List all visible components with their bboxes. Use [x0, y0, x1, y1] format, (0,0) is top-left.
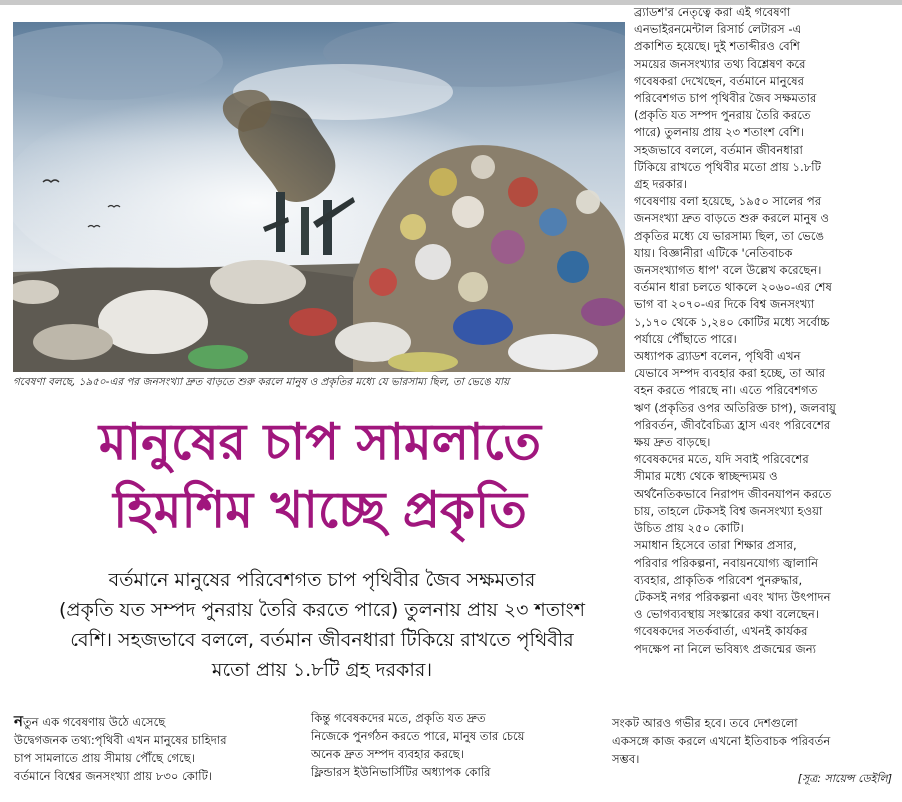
column-line: সময়ের জনসংখ্যার তথ্য বিশ্লেষণ করে	[634, 56, 806, 71]
column-line: ও ভোগব্যবস্থায় সংস্কারের কথা বলেছেন।	[634, 607, 819, 622]
column-line	[14, 712, 282, 731]
column-line: গবেষকদের সতর্কবার্তা, এখনই কার্যকর	[634, 624, 808, 639]
column-line: গবেষকরা দেখেছেন, বর্তমানে মানুষের	[634, 73, 805, 88]
column-line: সম্ভব।	[612, 752, 640, 766]
column-line: জনসংখ্যা দ্রুত বাড়তে শুরু করলে মানুষ ও	[634, 211, 830, 226]
column-line: পদক্ষেপ না নিলে ভবিষ্যৎ প্রজন্মের জন্য	[634, 641, 816, 656]
column-line: চাপ সামলাতে প্রায় সীমায় পৌঁছে গেছে।	[14, 751, 195, 765]
column-line: (প্রকৃতি যত সম্পদ পুনরায় তৈরি করতে	[634, 108, 811, 123]
column-line-text: তুন এক গবেষণায় উঠে এসেছে	[22, 715, 166, 729]
column-line: সহজভাবে বললে, বর্তমান জীবনধারা	[634, 142, 803, 157]
column-line: ঋণ (প্রকৃতির ওপর অতিরিক্ত চাপ), জলবায়ু	[634, 400, 836, 415]
column-line: অর্থনৈতিকভাবে নিরাপদ জীবনযাপন করতে	[634, 486, 832, 501]
column-line: পরিবার পরিকল্পনা, নবায়নযোগ্য জ্বালানি	[634, 555, 819, 570]
column-line: একসঙ্গে কাজ করলে এখনো ইতিবাচক পরিবর্তন	[612, 734, 831, 748]
headline-line-2: হিমশিম খাচ্ছে প্রকৃতি	[113, 480, 527, 539]
lead-line: (প্রকৃতি যত সম্পদ পুনরায় তৈরি করতে পারে) তুলনায় প্রায় ২৩ শতাংশ	[59, 599, 585, 621]
column-line: অনেক দ্রুত সম্পদ ব্যবহার করছে।	[311, 747, 464, 761]
column-line: যেভাবে সম্পদ ব্যবহার করা হচ্ছে, তা আর	[634, 366, 826, 381]
column-line: ক্ষয় দ্রুত বাড়ছে।	[634, 435, 711, 450]
column-line: এনভাইরনমেন্টাল রিসার্চ লেটারস -এ	[634, 22, 802, 37]
garbage-dump-illustration	[13, 22, 625, 372]
column-line: ফ্লিন্ডারস ইউনিভার্সিটির অধ্যাপক কোরি	[311, 765, 491, 779]
column-line: বর্তমানে বিশ্বের জনসংখ্যা প্রায় ৮৩০ কোটি।	[14, 769, 213, 783]
column-line: উচিত প্রায় ২৫০ কোটি।	[634, 521, 744, 536]
column-line: সংকট আরও গভীর হবে। তবে দেশগুলো	[612, 716, 798, 730]
lead-line: বর্তমানে মানুষের পরিবেশগত চাপ পৃথিবীর জৈব সক্ষমতার	[108, 569, 536, 591]
headline	[30, 408, 610, 544]
headline-line-1: মানুষের চাপ সামলাতে	[98, 412, 542, 471]
column-line: নিজেকে পুনর্গঠন করতে পারে, মানুষ তার চেয়ে	[311, 729, 525, 743]
lead-summary	[14, 565, 630, 685]
article-photo	[13, 22, 625, 372]
column-line: সীমার মধ্যে থেকে স্বাচ্ছন্দ্যময় ও	[634, 469, 778, 484]
column-line: চায়, তাহলে টেকসই বিশ্ব জনসংখ্যা হওয়া	[634, 503, 823, 518]
column-line: বর্তমান ধারা চলতে থাকলে ২০৬০-এর শেষ	[634, 280, 832, 295]
column-line: পর্যায়ে পৌঁছাতে পারে।	[634, 331, 737, 346]
column-line: জনসংখ্যাগত ধাপ' বলে উল্লেখ করেছেন।	[634, 263, 822, 278]
column-line: উদ্বেগজনক তথ্য:পৃথিবী এখন মানুষের চাহিদার	[14, 733, 227, 747]
column-line: কিন্তু গবেষকদের মতে, প্রকৃতি যত দ্রুত	[311, 711, 486, 725]
column-line: সমাধান হিসেবে তারা শিক্ষার প্রসার,	[634, 538, 797, 553]
column-line: টিকিয়ে রাখতে পৃথিবীর মতো প্রায় ১.৮টি	[634, 159, 821, 174]
body-column-1	[14, 712, 282, 785]
column-line: অধ্যাপক ব্র্যাডশ বলেন, পৃথিবী এখন	[634, 349, 801, 364]
column-line: প্রকাশিত হয়েছে। দুই শতাব্দীরও বেশি	[634, 39, 800, 54]
column-line: যায়। বিজ্ঞানীরা এটিকে 'নেতিবাচক	[634, 245, 793, 260]
column-line: প্রকৃতির মধ্যে যে ভারসাম্য ছিল, তা ভেঙে	[634, 228, 825, 243]
column-line: গবেষকদের মতে, যদি সবাই পরিবেশের	[634, 452, 809, 467]
drop-cap: ন	[14, 712, 23, 730]
body-column-2	[311, 709, 601, 781]
column-line: ভাগ বা ২০৭০-এর দিকে বিশ্ব জনসংখ্যা	[634, 297, 815, 312]
column-line: গবেষণায় বলা হয়েছে, ১৯৫০ সালের পর	[634, 194, 822, 209]
column-line: পরিবেশগত চাপ পৃথিবীর জৈব সক্ষমতার	[634, 91, 817, 106]
source-credit: [সূত্র: সায়েন্স ডেইলি]	[797, 772, 892, 785]
body-column-right-continued	[612, 714, 898, 768]
column-line: ব্যবহার, প্রাকৃতিক পরিবেশ পুনরুদ্ধার,	[634, 572, 803, 587]
photo-caption: গবেষণা বলছে, ১৯৫০-এর পর জনসংখ্যা দ্রুত বাড়তে শুরু করলে মানুষ ও প্রকৃতির মধ্যে যে ভারসাম্য ছিল, তা ভেঙে যায়	[13, 376, 510, 388]
column-line: ১,১৭০ থেকে ১,২৪০ কোটির মধ্যে সর্বোচ্চ	[634, 314, 830, 329]
column-line: পরিবর্তন, জীববৈচিত্র্য হ্রাস এবং পরিবেশের	[634, 417, 831, 432]
column-line: পারে) তুলনায় প্রায় ২৩ শতাংশ বেশি।	[634, 125, 804, 140]
lead-line: বেশি। সহজভাবে বললে, বর্তমান জীবনধারা টিকিয়ে রাখতে পৃথিবীর	[70, 629, 574, 651]
column-line: গ্রহ দরকার।	[634, 177, 687, 192]
column-line: টেকসই নগর পরিকল্পনা এবং খাদ্য উৎপাদন	[634, 589, 831, 604]
column-line: বহন করতে পারছে না। এতে পরিবেশগত	[634, 383, 818, 398]
column-line: ব্র্যাডশ'র নেতৃত্বে করা এই গবেষণা	[634, 5, 791, 19]
body-column-right	[634, 4, 896, 658]
lead-line: মতো প্রায় ১.৮টি গ্রহ দরকার।	[211, 659, 433, 681]
